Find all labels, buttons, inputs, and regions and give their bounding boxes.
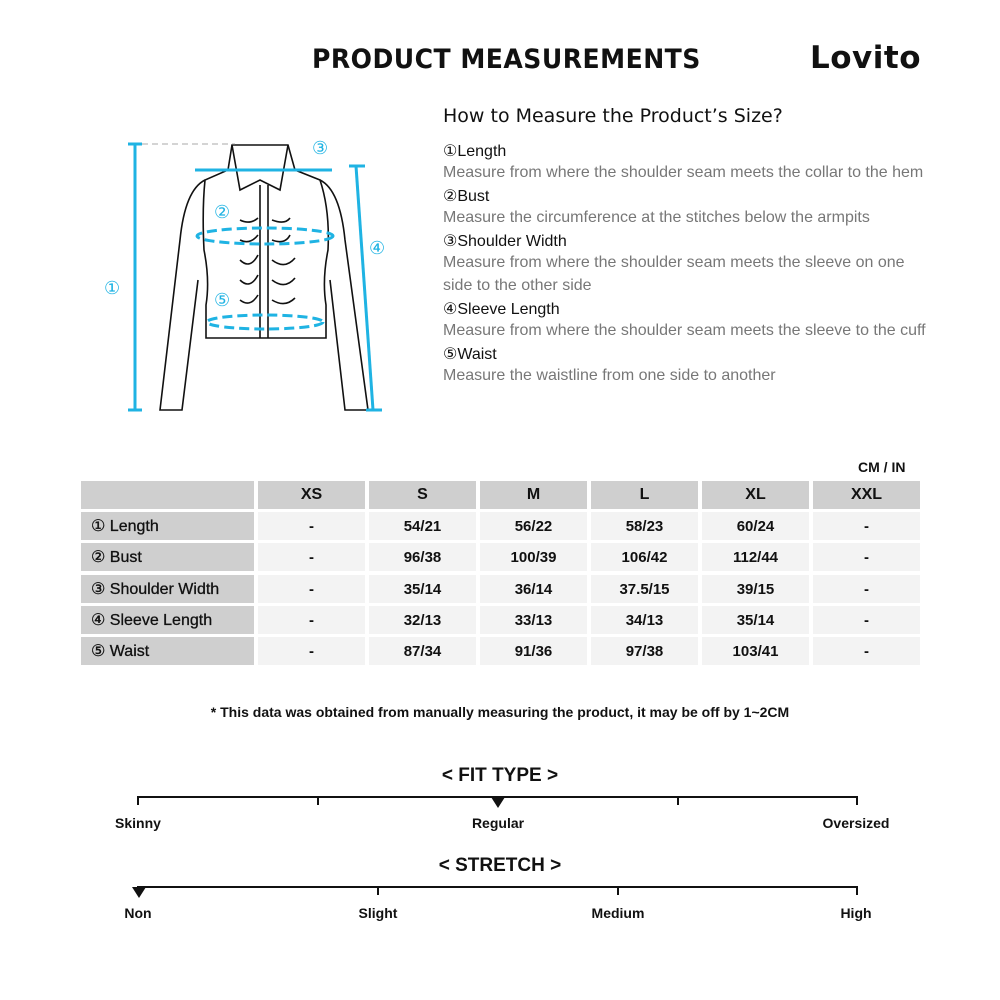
row-label: ③ Shoulder Width bbox=[81, 575, 254, 603]
table-cell: - bbox=[813, 575, 920, 603]
row-label: ⑤ Waist bbox=[81, 637, 254, 665]
table-cell: - bbox=[813, 512, 920, 540]
measure-guide bbox=[443, 139, 933, 387]
guide-title: ③Shoulder Width bbox=[443, 233, 567, 250]
table-cell: 54/21 bbox=[369, 512, 476, 540]
table-cell: 58/23 bbox=[591, 512, 698, 540]
tick bbox=[317, 796, 319, 805]
guide-desc: Measure from where the shoulder seam meets the collar to the hem bbox=[443, 164, 924, 181]
guide-title: ④Sleeve Length bbox=[443, 301, 560, 318]
table-cell: 56/22 bbox=[480, 512, 587, 540]
size-header: XL bbox=[702, 481, 809, 509]
diagram-label-3: ③ bbox=[312, 138, 329, 158]
size-header: M bbox=[480, 481, 587, 509]
brand-logo: Lovito bbox=[810, 40, 922, 76]
guide-item-waist bbox=[443, 344, 933, 387]
header-blank-cell bbox=[81, 481, 254, 509]
size-header: S bbox=[369, 481, 476, 509]
guide-title: ⑤Waist bbox=[443, 346, 497, 363]
stretch-label-high: High bbox=[840, 905, 872, 921]
stretch-pointer-icon bbox=[132, 887, 146, 898]
jacket-diagram bbox=[90, 130, 410, 420]
table-cell: 100/39 bbox=[480, 543, 587, 571]
tick bbox=[377, 886, 379, 895]
diagram-label-1: ① bbox=[104, 278, 121, 298]
table-cell: - bbox=[813, 543, 920, 571]
table-cell: - bbox=[813, 637, 920, 665]
table-cell: - bbox=[258, 512, 365, 540]
table-cell: 37.5/15 bbox=[591, 575, 698, 603]
guide-desc: Measure the circumference at the stitches below the armpits bbox=[443, 209, 870, 226]
fit-label-regular: Regular bbox=[471, 815, 525, 831]
table-cell: - bbox=[258, 606, 365, 634]
tick bbox=[677, 796, 679, 805]
table-cell: 34/13 bbox=[591, 606, 698, 634]
table-cell: 87/34 bbox=[369, 637, 476, 665]
tick bbox=[137, 796, 139, 805]
table-cell: - bbox=[258, 637, 365, 665]
table-cell: 36/14 bbox=[480, 575, 587, 603]
row-label: ② Bust bbox=[81, 543, 254, 571]
size-header: L bbox=[591, 481, 698, 509]
table-cell: 112/44 bbox=[702, 543, 809, 571]
stretch-label-non: Non bbox=[124, 905, 152, 921]
table-cell: 97/38 bbox=[591, 637, 698, 665]
guide-title: ②Bust bbox=[443, 188, 490, 205]
tick bbox=[617, 886, 619, 895]
table-cell: 106/42 bbox=[591, 543, 698, 571]
table-cell: 96/38 bbox=[369, 543, 476, 571]
guide-desc: Measure from where the shoulder seam meets the sleeve to the cuff bbox=[443, 322, 926, 339]
guide-item-sleeve bbox=[443, 299, 933, 342]
guide-item-bust bbox=[443, 186, 933, 229]
guide-item-shoulder bbox=[443, 231, 933, 297]
table-cell: 35/14 bbox=[369, 575, 476, 603]
fit-type-title: < FIT TYPE > bbox=[441, 765, 559, 786]
table-cell: - bbox=[813, 606, 920, 634]
disclaimer-note: * This data was obtained from manually measuring the product, it may be off by 1~2CM bbox=[210, 704, 790, 720]
fit-pointer-icon bbox=[491, 797, 505, 808]
table-cell: 60/24 bbox=[702, 512, 809, 540]
fit-label-oversized: Oversized bbox=[822, 815, 890, 831]
fit-label-skinny: Skinny bbox=[115, 815, 161, 831]
row-label: ① Length bbox=[81, 512, 254, 540]
table-cell: 35/14 bbox=[702, 606, 809, 634]
table-cell: - bbox=[258, 575, 365, 603]
guide-heading: How to Measure the Product’s Size? bbox=[443, 105, 783, 127]
table-cell: 33/13 bbox=[480, 606, 587, 634]
table-cell: - bbox=[258, 543, 365, 571]
guide-desc: Measure from where the shoulder seam meets the sleeve on one side to the other side bbox=[443, 254, 905, 294]
guide-item-length bbox=[443, 141, 933, 184]
tick bbox=[856, 796, 858, 805]
stretch-scale-line bbox=[137, 886, 858, 888]
size-header: XXL bbox=[813, 481, 920, 509]
guide-title: ①Length bbox=[443, 143, 507, 160]
row-label: ④ Sleeve Length bbox=[81, 606, 254, 634]
stretch-title: < STRETCH > bbox=[438, 855, 562, 876]
stretch-label-slight: Slight bbox=[358, 905, 398, 921]
table-cell: 91/36 bbox=[480, 637, 587, 665]
diagram-label-5: ⑤ bbox=[214, 290, 231, 310]
table-cell: 39/15 bbox=[702, 575, 809, 603]
table-cell: 32/13 bbox=[369, 606, 476, 634]
tick bbox=[856, 886, 858, 895]
size-header: XS bbox=[258, 481, 365, 509]
page-title: PRODUCT MEASUREMENTS bbox=[312, 44, 701, 75]
table-cell: 103/41 bbox=[702, 637, 809, 665]
diagram-label-4: ④ bbox=[369, 238, 386, 258]
stretch-label-medium: Medium bbox=[591, 905, 645, 921]
diagram-label-2: ② bbox=[214, 202, 231, 222]
guide-desc: Measure the waistline from one side to another bbox=[443, 367, 776, 384]
unit-label: CM / IN bbox=[858, 459, 906, 475]
